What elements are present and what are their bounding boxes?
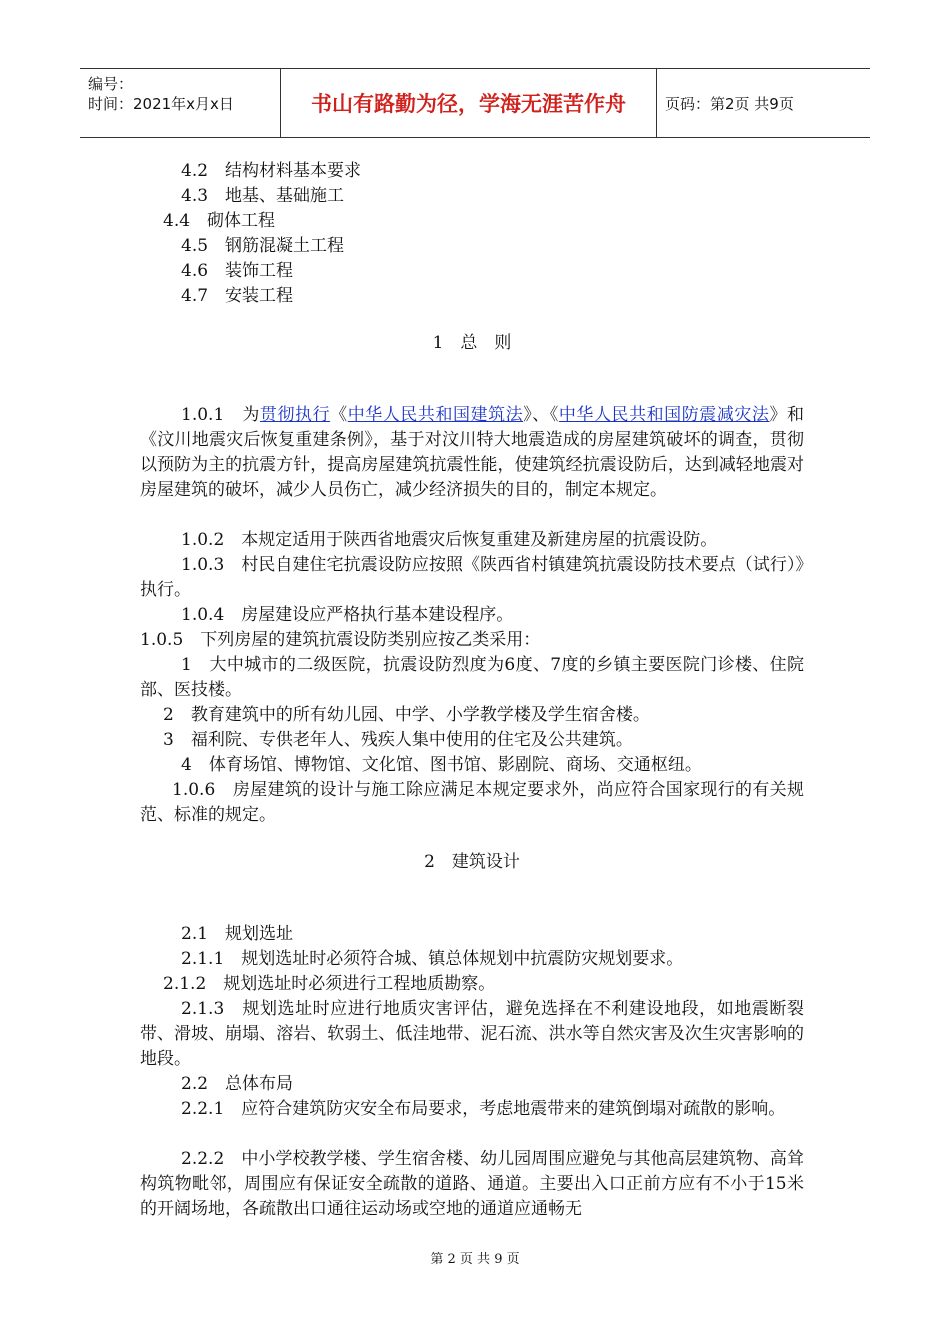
clause-1-0-6: 1.0.6 房屋建筑的设计与施工除应满足本规定要求外，尚应符合国家现行的有关规范、标准的规定。 [140, 780, 804, 825]
link-building-law[interactable]: 中华人民共和国建筑法 [347, 405, 524, 425]
toc-item: 4.2 结构材料基本要求 [181, 161, 362, 181]
page-header [80, 68, 870, 138]
toc-item: 4.4 砌体工程 [163, 211, 276, 231]
clause-2-2-2: 2.2.2 中小学校教学楼、学生宿舍楼、幼儿园周围应避免与其他高层建筑物、高耸构筑物毗邻，周围应有保证安全疏散的道路、通道。主要出入口正前方应有不小于15米的开阔场地，各疏散出口通往运动场或空地的通道应通畅无 [140, 1149, 804, 1219]
section-heading: 2 建筑设计 [424, 852, 520, 872]
clause-1-0-3: 1.0.3 村民自建住宅抗震设防应按照《陕西省村镇建筑抗震设防技术要点（试行）》执行。 [140, 555, 804, 600]
clause-1-0-1: 1.0.1 为贯彻执行《中华人民共和国建筑法》、《中华人民共和国防震减灾法》和《汶川地震灾后恢复重建条例》，基于对汶川特大地震造成的房屋建筑破坏的调查，贯彻以预防为主的抗震方针，提高房屋建筑抗震性能，使建筑经抗震设防后，达到减轻地震对房屋建筑的破坏，减少人员伤亡，减少经济损失的目的，制定本规定。 [140, 405, 805, 500]
toc-item: 4.3 地基、基础施工 [181, 186, 345, 206]
doc-number-label: 编号： [88, 75, 134, 93]
page-footer: 第 2 页 共 9 页 [430, 1252, 520, 1267]
clause-1-0-5-item: 4 体育场馆、博物馆、文化馆、图书馆、影剧院、商场、交通枢纽。 [181, 755, 702, 775]
clause-2-1-3: 2.1.3 规划选址时应进行地质灾害评估，避免选择在不利建设地段，如地震断裂带、滑坡、崩塌、溶岩、软弱土、低洼地带、泥石流、洪水等自然灾害及次生灾害影响的地段。 [140, 999, 804, 1069]
subsection-heading: 2.2 总体布局 [181, 1074, 294, 1094]
section-heading: 1 总 则 [432, 333, 512, 353]
link-implement[interactable]: 贯彻执行 [259, 405, 331, 425]
clause-1-0-2: 1.0.2 本规定适用于陕西省地震灾后恢复重建及新建房屋的抗震设防。 [181, 530, 718, 550]
toc-item: 4.7 安装工程 [181, 286, 294, 306]
toc-item: 4.5 钢筋混凝土工程 [181, 236, 345, 256]
clause-2-1-1: 2.1.1 规划选址时必须符合城、镇总体规划中抗震防灾规划要求。 [181, 949, 684, 969]
clause-1-0-4: 1.0.4 房屋建设应严格执行基本建设程序。 [181, 605, 514, 625]
subsection-heading: 2.1 规划选址 [181, 924, 294, 944]
clause-1-0-5-item: 3 福利院、专供老年人、残疾人集中使用的住宅及公共建筑。 [163, 730, 633, 750]
clause-1-0-5: 1.0.5 下列房屋的建筑抗震设防类别应按乙类采用： [140, 630, 541, 650]
clause-1-0-5-item: 2 教育建筑中的所有幼儿园、中学、小学教学楼及学生宿舍楼。 [163, 705, 650, 725]
toc-item: 4.6 装饰工程 [181, 261, 294, 281]
clause-2-2-1: 2.2.1 应符合建筑防灾安全布局要求，考虑地震带来的建筑倒塌对疏散的影响。 [181, 1099, 786, 1119]
clause-1-0-5-item: 1 大中城市的二级医院，抗震设防烈度为6度、7度的乡镇主要医院门诊楼、住院部、医技楼。 [140, 655, 804, 700]
doc-time-label: 时间：2021年x月x日 [88, 95, 234, 113]
link-earthquake-law[interactable]: 中华人民共和国防震减灾法 [558, 405, 770, 425]
header-meta [80, 69, 281, 137]
header-motto: 书山有路勤为径，学海无涯苦作舟 [281, 69, 657, 137]
clause-2-1-2: 2.1.2 规划选址时必须进行工程地质勘察。 [163, 974, 496, 994]
header-page-number: 页码：第2页 共9页 [665, 94, 794, 113]
